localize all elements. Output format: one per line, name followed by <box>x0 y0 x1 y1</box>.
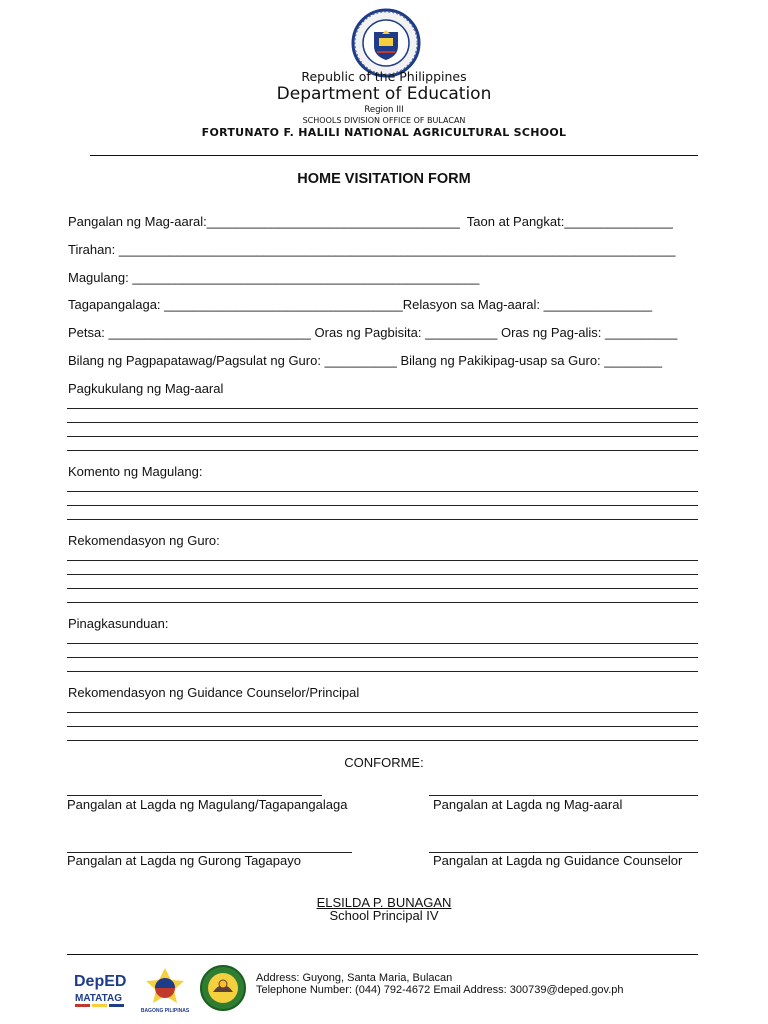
republic-line: Republic of the Philippines <box>301 69 467 84</box>
write-line[interactable] <box>67 740 698 741</box>
department-line: Department of Education <box>276 84 492 104</box>
deped-logo-text: DepED <box>74 973 127 990</box>
write-line[interactable] <box>67 505 698 506</box>
write-line[interactable] <box>67 574 698 575</box>
signature-line-parent[interactable] <box>67 795 322 796</box>
section-label-guidance-rec: Rekomendasyon ng Guidance Counselor/Principal <box>68 685 360 700</box>
signature-label-counselor: Pangalan at Lagda ng Guidance Counselor <box>433 853 683 868</box>
principal-title: School Principal IV <box>329 908 439 923</box>
calls-row[interactable]: Bilang ng Pagpapatawag/Pagsulat ng Guro: __________ Bilang ng Pakikipag-usap sa Guro: ________ <box>68 353 663 368</box>
address-row[interactable]: Tirahan: _____________________________________________________________________________ <box>68 242 676 257</box>
signature-label-parent: Pangalan at Lagda ng Magulang/Tagapangalaga <box>67 797 348 812</box>
write-line[interactable] <box>67 643 698 644</box>
date-time-row[interactable]: Petsa: ____________________________ Oras ng Pagbisita: __________ Oras ng Pag-alis: __________ <box>68 325 678 340</box>
write-line[interactable] <box>67 408 698 409</box>
write-line[interactable] <box>67 450 698 451</box>
conforme-label: CONFORME: <box>344 755 424 770</box>
school-seal-logo <box>199 964 247 1012</box>
write-line[interactable] <box>67 588 698 589</box>
write-line[interactable] <box>67 436 698 437</box>
write-line[interactable] <box>67 726 698 727</box>
deped-matatag-logo <box>72 966 132 1014</box>
bagong-pilipinas-text: BAGONG PILIPINAS <box>140 1008 190 1014</box>
section-label-agreement: Pinagkasunduan: <box>68 616 169 631</box>
signature-line-student[interactable] <box>429 795 698 796</box>
write-line[interactable] <box>67 519 698 520</box>
matatag-logo-text: MATATAG <box>75 993 123 1004</box>
bagong-pilipinas-logo <box>139 964 191 1014</box>
write-line[interactable] <box>67 657 698 658</box>
write-line[interactable] <box>67 602 698 603</box>
section-label-lacking: Pagkukulang ng Mag-aaral <box>68 381 224 396</box>
signature-label-adviser: Pangalan at Lagda ng Gurong Tagapayo <box>67 853 301 868</box>
footer-divider <box>67 954 698 955</box>
footer-contact: Telephone Number: (044) 792-4672 Email Address: 300739@deped.gov.ph <box>256 984 624 996</box>
principal-name: ELSILDA P. BUNAGAN <box>316 895 452 910</box>
deped-seal-logo <box>346 8 426 78</box>
write-line[interactable] <box>67 671 698 672</box>
form-title: HOME VISITATION FORM <box>297 171 471 187</box>
write-line[interactable] <box>67 712 698 713</box>
section-label-parent-comment: Komento ng Magulang: <box>68 464 203 479</box>
division-line: SCHOOLS DIVISION OFFICE OF BULACAN <box>302 116 466 125</box>
write-line[interactable] <box>67 491 698 492</box>
header-divider <box>90 155 698 156</box>
parent-row[interactable]: Magulang: ________________________________________________ <box>68 270 480 285</box>
write-line[interactable] <box>67 422 698 423</box>
footer-address: Address: Guyong, Santa Maria, Bulacan <box>256 972 453 984</box>
signature-label-student: Pangalan at Lagda ng Mag-aaral <box>433 797 623 812</box>
guardian-row[interactable]: Tagapangalaga: _________________________________Relasyon sa Mag-aaral: _______________ <box>68 297 653 312</box>
school-name: FORTUNATO F. HALILI NATIONAL AGRICULTURAL SCHOOL <box>201 126 567 139</box>
section-label-teacher-rec: Rekomendasyon ng Guro: <box>68 533 220 548</box>
student-name-row[interactable]: Pangalan ng Mag-aaral:___________________________________ Taon at Pangkat:_______________ <box>68 214 673 229</box>
region-line: Region III <box>364 105 404 115</box>
write-line[interactable] <box>67 560 698 561</box>
